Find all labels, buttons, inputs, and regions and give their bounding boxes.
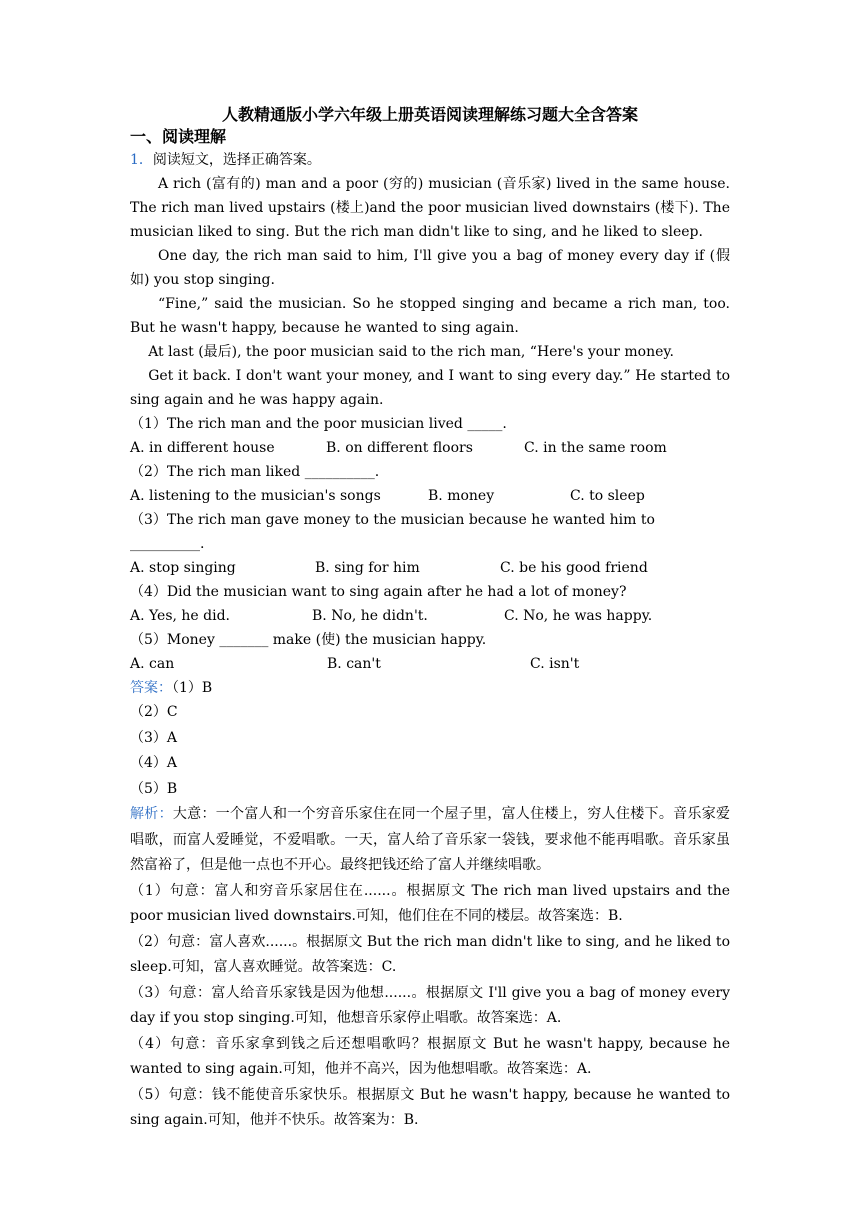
option-a: A. Yes, he did.	[130, 608, 231, 624]
answer-label: 答案：	[130, 680, 172, 696]
question-options-3	[130, 556, 730, 580]
passage-paragraph-3: “Fine,” said the musician. So he stopped singing and became a rich man, too. But he wasn't happy, because he wanted to sing again.	[130, 296, 730, 336]
analysis-item-4: （4）句意：音乐家拿到钱之后还想唱歌吗？根据原文 But he wasn't happy, because he wanted to sing again.可知，他并不高兴，因为他想唱歌。故答案选：A.	[130, 1035, 730, 1077]
passage-paragraph-1: A rich (富有的) man and a poor (穷的) musician (音乐家) lived in the same house. The rich man lived upstairs (楼上)and the poor musician lived downstairs (楼下). The musician liked to sing. But the rich man didn't like to sing, and he liked to sleep.	[130, 176, 730, 240]
answer-1: （1）B	[172, 680, 213, 696]
question-stem-4: （4）Did the musician want to sing again after he had a lot of money?	[130, 584, 627, 600]
question-options-4	[130, 604, 730, 628]
question-stem-3: （3）The rich man gave money to the musician because he wanted him to __________.	[130, 512, 655, 552]
answer-line-1	[130, 676, 730, 700]
question-number: 1．	[130, 152, 153, 168]
question-instruction	[130, 148, 730, 172]
option-a: A. can	[130, 656, 175, 672]
question-stem-2: （2）The rich man liked __________.	[130, 464, 380, 480]
option-b: B. on different floors	[326, 440, 473, 456]
option-a: A. stop singing	[130, 560, 236, 576]
option-c: C. be his good friend	[500, 560, 648, 576]
question-options-5	[130, 652, 730, 676]
section-heading: 一、阅读理解	[130, 127, 227, 146]
analysis-intro-text: 大意：一个富人和一个穷音乐家住在同一个屋子里，富人住楼上，穷人住楼下。音乐家爱唱歌，而富人爱睡觉，不爱唱歌。一天，富人给了音乐家一袋钱，要求他不能再唱歌。音乐家虽然富裕了，但是他一点也不开心。最终把钱还给了富人并继续唱歌。	[130, 806, 731, 873]
instruction-text: 阅读短文，选择正确答案。	[152, 152, 321, 168]
analysis-intro	[130, 802, 730, 879]
analysis-item-3: （3）句意：富人给音乐家钱是因为他想......。根据原文 I'll give you a bag of money every day if you stop singing.可知，他想音乐家停止唱歌。故答案选：A.	[130, 984, 730, 1026]
analysis-item-5: （5）句意：钱不能使音乐家快乐。根据原文 But he wasn't happy, because he wanted to sing again.可知，他并不快乐。故答案为：B.	[130, 1086, 730, 1128]
option-c: C. isn't	[530, 656, 580, 672]
question-stem-5: （5）Money _______ make (使) the musician happy.	[130, 632, 487, 648]
question-options-1	[130, 436, 730, 460]
answer-3: （3）A	[130, 730, 178, 746]
option-a: A. listening to the musician's songs	[130, 488, 381, 504]
option-b: B. money	[428, 488, 495, 504]
document-page	[130, 104, 730, 1134]
option-a: A. in different house	[130, 440, 275, 456]
option-c: C. to sleep	[570, 488, 645, 504]
question-stem-1: （1）The rich man and the poor musician lived _____.	[130, 416, 507, 432]
passage-paragraph-5: Get it back. I don't want your money, and I want to sing every day.” He started to sing again and he was happy again.	[130, 368, 730, 408]
passage-paragraph-2: One day, the rich man said to him, I'll give you a bag of money every day if (假如) you stop singing.	[130, 248, 730, 288]
analysis-item-1: （1）句意：富人和穷音乐家居住在......。根据原文 The rich man lived upstairs and the poor musician lived downstairs.可知，他们住在不同的楼层。故答案选：B.	[130, 882, 730, 924]
answer-2: （2）C	[130, 704, 178, 720]
document-title: 人教精通版小学六年级上册英语阅读理解练习题大全含答案	[221, 105, 638, 124]
option-b: B. sing for him	[315, 560, 420, 576]
option-c: C. No, he was happy.	[504, 608, 653, 624]
option-c: C. in the same room	[524, 440, 667, 456]
answer-4: （4）A	[130, 755, 178, 771]
passage-paragraph-4: At last (最后), the poor musician said to the rich man, “Here's your money.	[148, 344, 674, 360]
question-options-2	[130, 484, 730, 508]
answer-5: （5）B	[130, 781, 178, 797]
option-b: B. can't	[327, 656, 381, 672]
analysis-item-2: （2）句意：富人喜欢......。根据原文 But the rich man didn't like to sing, and he liked to sleep.可知，富人喜欢睡觉。故答案选：C.	[130, 933, 730, 975]
analysis-label: 解析：	[130, 806, 173, 822]
option-b: B. No, he didn't.	[312, 608, 428, 624]
